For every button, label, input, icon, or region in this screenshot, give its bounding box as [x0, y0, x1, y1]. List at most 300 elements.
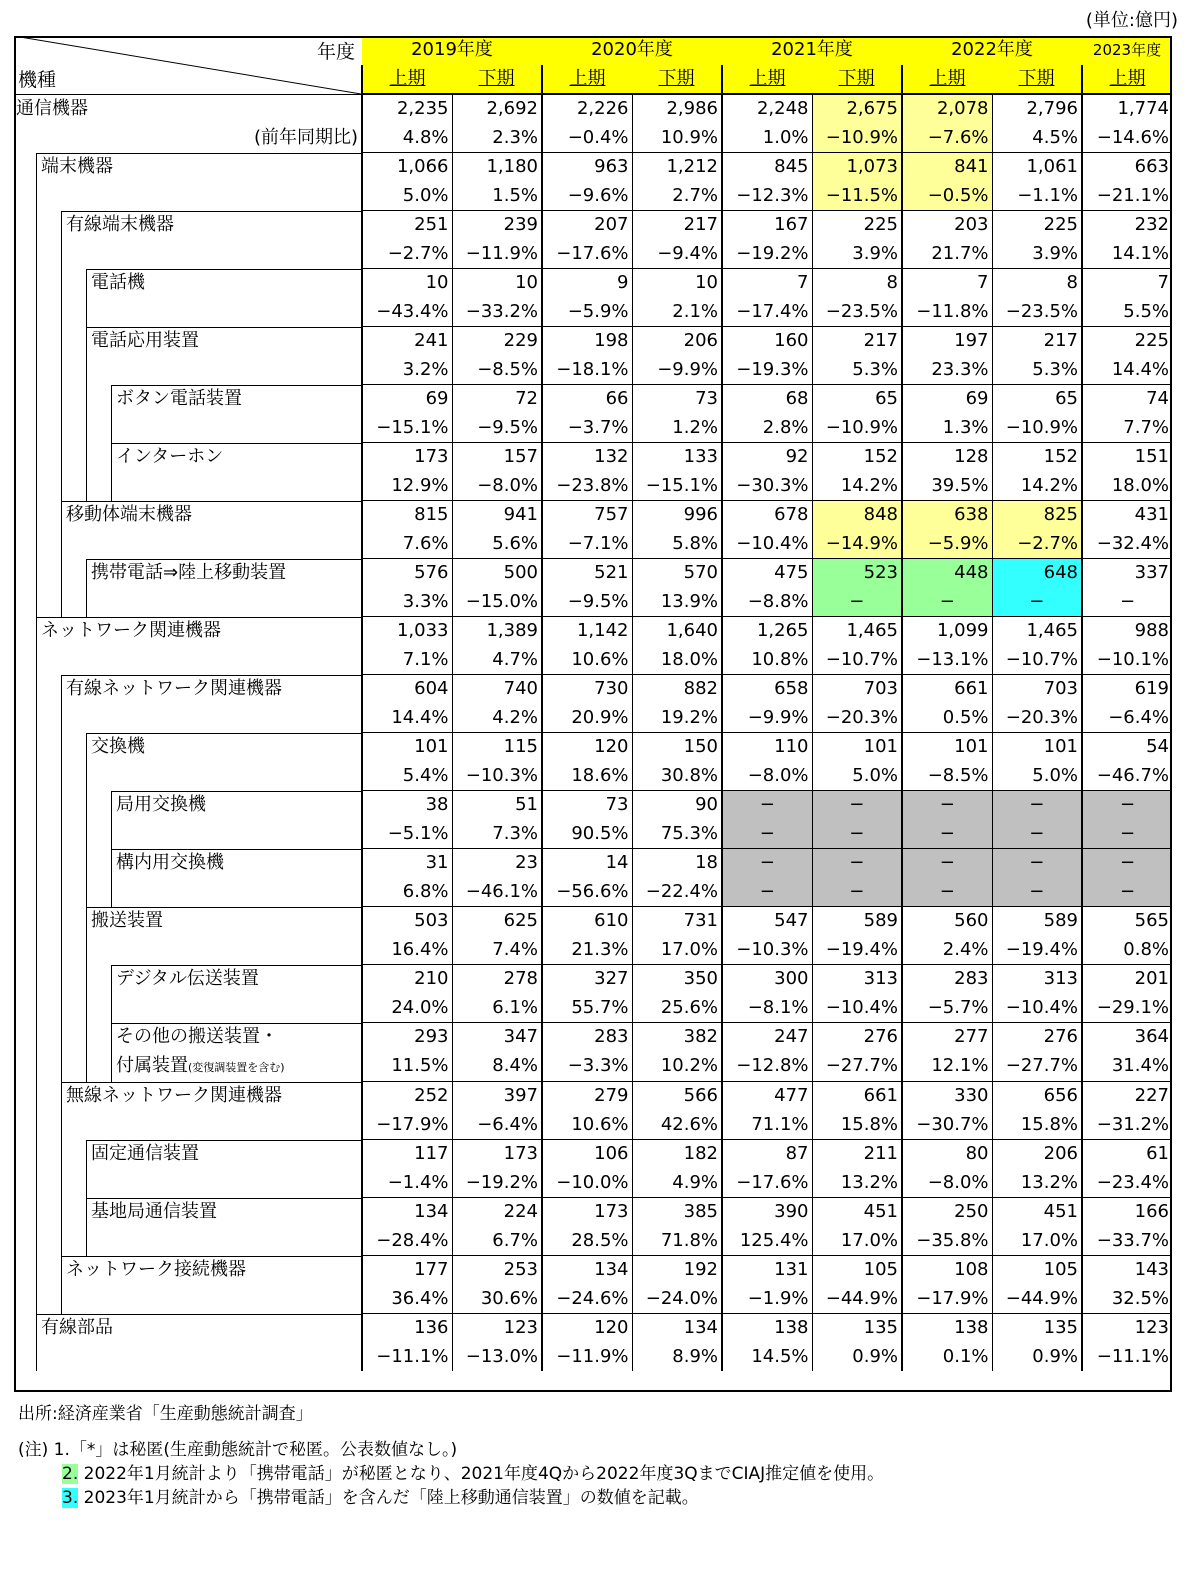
value-cell: 382 [632, 1023, 722, 1052]
header-half-label: 下期 [658, 67, 695, 89]
percent-cell: 4.8% [362, 124, 452, 153]
table-row [14, 588, 1172, 617]
row-label-cell [14, 1082, 362, 1111]
value-cell: 105 [992, 1256, 1082, 1285]
value-cell: 150 [632, 733, 722, 762]
table-row [14, 298, 1172, 327]
value-cell: 120 [542, 1314, 632, 1343]
header-half-5 [812, 65, 902, 95]
percent-cell: −28.4% [362, 1227, 452, 1256]
value-cell: 160 [722, 327, 812, 356]
row-label: 局用交換機 [116, 794, 206, 815]
unit-label: (単位:億円) [1085, 10, 1178, 31]
value-cell: 72 [452, 385, 542, 414]
value-cell: 988 [1082, 617, 1172, 646]
percent-cell: −15.1% [362, 414, 452, 443]
value-cell: 500 [452, 559, 542, 588]
value-cell: 134 [632, 1314, 722, 1343]
row-label-cell [14, 675, 362, 704]
row-sublabel-cell [14, 298, 362, 327]
header-half-label: 上期 [389, 67, 426, 89]
table-row [14, 211, 1172, 240]
table-row [14, 1023, 1172, 1052]
value-cell: 225 [992, 211, 1082, 240]
table-row [14, 733, 1172, 762]
header-half-7 [992, 65, 1082, 95]
header-half-0 [362, 65, 452, 95]
value-cell: 431 [1082, 501, 1172, 530]
percent-cell: 16.4% [362, 936, 452, 965]
row-label: 固定通信装置 [91, 1143, 199, 1164]
row-label-cell [14, 1140, 362, 1169]
percent-cell: − [722, 878, 812, 907]
percent-cell: −27.7% [992, 1052, 1082, 1082]
value-cell: 2,796 [992, 94, 1082, 124]
percent-cell: 7.3% [452, 820, 542, 849]
row-sublabel-cell [14, 646, 362, 675]
value-cell: 10 [452, 269, 542, 298]
value-cell: − [812, 849, 902, 878]
percent-cell: 13.9% [632, 588, 722, 617]
row-sublabel-cell [14, 878, 362, 907]
percent-cell: 5.3% [812, 356, 902, 385]
percent-cell: −1.4% [362, 1169, 452, 1198]
header-half-8 [1082, 65, 1172, 95]
percent-cell: −9.5% [542, 588, 632, 617]
percent-cell: −30.3% [722, 472, 812, 501]
percent-cell: −8.5% [452, 356, 542, 385]
percent-cell: −8.0% [902, 1169, 992, 1198]
row-label-cell [14, 617, 362, 646]
percent-cell: −17.9% [362, 1111, 452, 1140]
table-row [14, 675, 1172, 704]
value-cell: 110 [722, 733, 812, 762]
percent-cell: −15.0% [452, 588, 542, 617]
value-cell: 385 [632, 1198, 722, 1227]
value-cell: 1,061 [992, 153, 1082, 182]
percent-cell: 36.4% [362, 1285, 452, 1314]
value-cell: 69 [902, 385, 992, 414]
value-cell: 106 [542, 1140, 632, 1169]
percent-cell: −8.5% [902, 762, 992, 791]
value-cell: 173 [452, 1140, 542, 1169]
percent-cell: −11.5% [812, 182, 902, 211]
value-cell: 87 [722, 1140, 812, 1169]
value-cell: 2,986 [632, 94, 722, 124]
percent-cell: −17.4% [722, 298, 812, 327]
value-cell: 757 [542, 501, 632, 530]
note-3-text: 2023年1月統計から「携帯電話」を含んだ「陸上移動通信装置」の数値を記載。 [78, 1488, 699, 1508]
value-cell: 589 [992, 907, 1082, 936]
table-row [14, 501, 1172, 530]
header-half-2 [542, 65, 632, 95]
percent-cell: 13.2% [992, 1169, 1082, 1198]
value-cell: − [812, 791, 902, 820]
percent-cell: 0.9% [992, 1343, 1082, 1372]
percent-cell: 7.1% [362, 646, 452, 675]
percent-cell: −23.5% [812, 298, 902, 327]
value-cell: 239 [452, 211, 542, 240]
value-cell: 610 [542, 907, 632, 936]
percent-cell: −9.6% [542, 182, 632, 211]
percent-cell: −24.0% [632, 1285, 722, 1314]
value-cell: 210 [362, 965, 452, 994]
row-sublabel-cell [14, 472, 362, 501]
value-cell: 101 [902, 733, 992, 762]
percent-cell: −43.4% [362, 298, 452, 327]
row-sublabel-note: (変復調装置を含む) [188, 1060, 285, 1074]
header-half-label: 下期 [1018, 67, 1055, 89]
value-cell: 173 [542, 1198, 632, 1227]
value-cell: 206 [632, 327, 722, 356]
percent-cell: 8.9% [632, 1343, 722, 1372]
percent-cell: −13.0% [452, 1343, 542, 1372]
percent-cell: −9.9% [722, 704, 812, 733]
table-row [14, 559, 1172, 588]
value-cell: 283 [902, 965, 992, 994]
percent-cell: 3.3% [362, 588, 452, 617]
value-cell: 560 [902, 907, 992, 936]
value-cell: 201 [1082, 965, 1172, 994]
percent-cell: 24.0% [362, 994, 452, 1023]
table-row [14, 965, 1172, 994]
value-cell: 658 [722, 675, 812, 704]
value-cell: 80 [902, 1140, 992, 1169]
row-label: 通信機器 [16, 97, 88, 119]
percent-cell: 1.2% [632, 414, 722, 443]
percent-cell: 4.9% [632, 1169, 722, 1198]
percent-cell: − [812, 820, 902, 849]
percent-cell: 75.3% [632, 820, 722, 849]
value-cell: 1,142 [542, 617, 632, 646]
row-sublabel-cell [14, 1285, 362, 1314]
percent-cell: −46.1% [452, 878, 542, 907]
value-cell: 8 [992, 269, 1082, 298]
table-row [14, 1227, 1172, 1256]
value-cell: 7 [1082, 269, 1172, 298]
row-sublabel-cell [14, 530, 362, 559]
percent-cell: 2.4% [902, 936, 992, 965]
value-cell: 547 [722, 907, 812, 936]
note-2-text: 2022年1月統計より「携帯電話」が秘匿となり、2021年度4Qから2022年度3QまでCIAJ推定値を使用。 [78, 1464, 885, 1484]
value-cell: 152 [992, 443, 1082, 472]
percent-cell: −19.2% [452, 1169, 542, 1198]
value-cell: 661 [902, 675, 992, 704]
percent-cell: − [992, 820, 1082, 849]
table-row [14, 269, 1172, 298]
row-label-cell [14, 849, 362, 878]
value-cell: 1,774 [1082, 94, 1172, 124]
row-label: デジタル伝送装置 [116, 968, 259, 989]
value-cell: 73 [542, 791, 632, 820]
value-cell: 23 [452, 849, 542, 878]
header-half-label: 下期 [478, 67, 515, 89]
percent-cell: −2.7% [992, 530, 1082, 559]
header-half-label: 上期 [569, 67, 606, 89]
value-cell: 313 [992, 965, 1082, 994]
percent-cell: −14.9% [812, 530, 902, 559]
value-cell: 565 [1082, 907, 1172, 936]
row-label: 無線ネットワーク関連機器 [66, 1085, 282, 1106]
value-cell: 152 [812, 443, 902, 472]
value-cell: 167 [722, 211, 812, 240]
row-label-cell [14, 211, 362, 240]
percent-cell: 10.8% [722, 646, 812, 675]
value-cell: 73 [632, 385, 722, 414]
value-cell: 277 [902, 1023, 992, 1052]
row-label-cell [14, 1314, 362, 1343]
table-row [14, 240, 1172, 269]
header-year-2022: 2022年度 [902, 36, 1082, 65]
row-label: 基地局通信装置 [91, 1201, 217, 1222]
value-cell: 1,389 [452, 617, 542, 646]
percent-cell: 14.4% [362, 704, 452, 733]
row-sublabel-cell [14, 1343, 362, 1372]
value-cell: 207 [542, 211, 632, 240]
row-sublabel-cell [14, 1111, 362, 1140]
percent-cell: −13.1% [902, 646, 992, 675]
percent-cell: 14.5% [722, 1343, 812, 1372]
value-cell: 825 [992, 501, 1082, 530]
percent-cell: 5.5% [1082, 298, 1172, 327]
percent-cell: 0.9% [812, 1343, 902, 1372]
value-cell: 68 [722, 385, 812, 414]
percent-cell: −22.4% [632, 878, 722, 907]
row-sublabel-cell [14, 1052, 362, 1082]
value-cell: 225 [1082, 327, 1172, 356]
value-cell: 521 [542, 559, 632, 588]
value-cell: 182 [632, 1140, 722, 1169]
value-cell: 451 [812, 1198, 902, 1227]
value-cell: 134 [542, 1256, 632, 1285]
percent-cell: 23.3% [902, 356, 992, 385]
value-cell: 882 [632, 675, 722, 704]
header-half-label: 上期 [1109, 67, 1146, 89]
percent-cell: 18.0% [1082, 472, 1172, 501]
table-row [14, 443, 1172, 472]
value-cell: 1,640 [632, 617, 722, 646]
percent-cell: 18.6% [542, 762, 632, 791]
value-cell: − [992, 849, 1082, 878]
percent-cell: −8.0% [452, 472, 542, 501]
header-type-label: 機種 [18, 69, 57, 91]
percent-cell: 18.0% [632, 646, 722, 675]
percent-cell: −10.9% [812, 124, 902, 153]
table-row [14, 1343, 1172, 1372]
percent-cell: −10.7% [812, 646, 902, 675]
percent-cell: −30.7% [902, 1111, 992, 1140]
table-row [14, 153, 1172, 182]
table-row [14, 849, 1172, 878]
value-cell: 350 [632, 965, 722, 994]
value-cell: 138 [722, 1314, 812, 1343]
value-cell: 576 [362, 559, 452, 588]
percent-cell: −19.2% [722, 240, 812, 269]
table-row [14, 907, 1172, 936]
percent-cell: −21.1% [1082, 182, 1172, 211]
percent-cell: 20.9% [542, 704, 632, 733]
table-row [14, 124, 1172, 153]
percent-cell: 14.2% [812, 472, 902, 501]
value-cell: 570 [632, 559, 722, 588]
percent-cell: −9.5% [452, 414, 542, 443]
percent-cell: − [812, 588, 902, 617]
value-cell: 2,226 [542, 94, 632, 124]
percent-cell: 8.4% [452, 1052, 542, 1082]
percent-cell: 15.8% [812, 1111, 902, 1140]
header-year-2019: 2019年度 [362, 36, 542, 65]
percent-cell: 4.2% [452, 704, 542, 733]
value-cell: 648 [992, 559, 1082, 588]
percent-cell: −23.5% [992, 298, 1082, 327]
percent-cell: 55.7% [542, 994, 632, 1023]
value-cell: 69 [362, 385, 452, 414]
value-cell: 1,180 [452, 153, 542, 182]
table-row [14, 762, 1172, 791]
percent-cell: 5.0% [812, 762, 902, 791]
value-cell: − [722, 791, 812, 820]
row-sublabel: (前年同期比) [253, 127, 358, 148]
row-sublabel-cell [14, 1227, 362, 1256]
table-row [14, 791, 1172, 820]
percent-cell: −7.1% [542, 530, 632, 559]
note-3-number: 3. [62, 1488, 79, 1508]
value-cell: 589 [812, 907, 902, 936]
value-cell: 347 [452, 1023, 542, 1052]
percent-cell: −6.4% [452, 1111, 542, 1140]
percent-cell: 2.7% [632, 182, 722, 211]
percent-cell: − [902, 820, 992, 849]
value-cell: 1,465 [992, 617, 1082, 646]
value-cell: 1,212 [632, 153, 722, 182]
row-label-cell [14, 733, 362, 762]
header-corner [14, 36, 362, 94]
value-cell: 247 [722, 1023, 812, 1052]
row-label: ボタン電話装置 [116, 388, 242, 409]
value-cell: 177 [362, 1256, 452, 1285]
row-label: ネットワーク接続機器 [66, 1259, 246, 1280]
percent-cell: −10.3% [452, 762, 542, 791]
percent-cell: −10.3% [722, 936, 812, 965]
table-row [14, 1256, 1172, 1285]
table-row [14, 646, 1172, 675]
value-cell: 566 [632, 1082, 722, 1111]
row-sublabel-cell [14, 356, 362, 385]
header-half-3 [632, 65, 722, 95]
percent-cell: 30.8% [632, 762, 722, 791]
row-label: ネットワーク関連機器 [41, 620, 221, 641]
value-cell: 2,078 [902, 94, 992, 124]
percent-cell: 25.6% [632, 994, 722, 1023]
percent-cell: 15.8% [992, 1111, 1082, 1140]
notes [18, 1402, 884, 1510]
percent-cell: 5.0% [362, 182, 452, 211]
value-cell: 364 [1082, 1023, 1172, 1052]
percent-cell: −19.4% [992, 936, 1082, 965]
header-year-label: 年度 [316, 41, 355, 63]
percent-cell: −8.1% [722, 994, 812, 1023]
percent-cell: −27.7% [812, 1052, 902, 1082]
value-cell: 217 [632, 211, 722, 240]
row-label: 電話機 [91, 272, 145, 293]
table-row [14, 1082, 1172, 1111]
percent-cell: 42.6% [632, 1111, 722, 1140]
percent-cell: 3.9% [812, 240, 902, 269]
percent-cell: −44.9% [812, 1285, 902, 1314]
percent-cell: −18.1% [542, 356, 632, 385]
percent-cell: − [1082, 588, 1172, 617]
percent-cell: 6.7% [452, 1227, 542, 1256]
value-cell: 115 [452, 733, 542, 762]
row-label-cell [14, 385, 362, 414]
value-cell: 1,073 [812, 153, 902, 182]
value-cell: 54 [1082, 733, 1172, 762]
percent-cell: −17.6% [542, 240, 632, 269]
value-cell: 276 [992, 1023, 1082, 1052]
value-cell: 198 [542, 327, 632, 356]
percent-cell: −33.7% [1082, 1227, 1172, 1256]
value-cell: 330 [902, 1082, 992, 1111]
value-cell: 101 [362, 733, 452, 762]
table-row [14, 1285, 1172, 1314]
percent-cell: −11.9% [542, 1343, 632, 1372]
value-cell: − [1082, 791, 1172, 820]
percent-cell: −1.1% [992, 182, 1082, 211]
row-sublabel-cell [14, 762, 362, 791]
row-label: 端末機器 [41, 156, 113, 177]
value-cell: 18 [632, 849, 722, 878]
value-cell: 841 [902, 153, 992, 182]
percent-cell: 30.6% [452, 1285, 542, 1314]
value-cell: 276 [812, 1023, 902, 1052]
percent-cell: 11.5% [362, 1052, 452, 1082]
table-row [14, 1140, 1172, 1169]
percent-cell: 17.0% [992, 1227, 1082, 1256]
percent-cell: 17.0% [632, 936, 722, 965]
value-cell: 123 [452, 1314, 542, 1343]
value-cell: 663 [1082, 153, 1172, 182]
percent-cell: 0.5% [902, 704, 992, 733]
row-label: 電話応用装置 [91, 330, 199, 351]
percent-cell: 31.4% [1082, 1052, 1172, 1082]
percent-cell: 125.4% [722, 1227, 812, 1256]
percent-cell: 90.5% [542, 820, 632, 849]
table-row [14, 1052, 1172, 1082]
value-cell: 134 [362, 1198, 452, 1227]
percent-cell: 4.7% [452, 646, 542, 675]
value-cell: 108 [902, 1256, 992, 1285]
percent-cell: 0.8% [1082, 936, 1172, 965]
percent-cell: 3.2% [362, 356, 452, 385]
percent-cell: −44.9% [992, 1285, 1082, 1314]
row-label-cell [14, 1198, 362, 1227]
value-cell: 250 [902, 1198, 992, 1227]
value-cell: 74 [1082, 385, 1172, 414]
percent-cell: 2.3% [452, 124, 542, 153]
row-sublabel-cell [14, 240, 362, 269]
value-cell: 225 [812, 211, 902, 240]
percent-cell: 28.5% [542, 1227, 632, 1256]
value-cell: 123 [1082, 1314, 1172, 1343]
value-cell: 1,066 [362, 153, 452, 182]
note-1: (注) 1.「*」は秘匿(生産動態統計で秘匿。公表数値なし。) [18, 1440, 458, 1460]
row-label-cell [14, 559, 362, 588]
percent-cell: −32.4% [1082, 530, 1172, 559]
percent-cell: −31.2% [1082, 1111, 1172, 1140]
value-cell: 638 [902, 501, 992, 530]
percent-cell: 1.5% [452, 182, 542, 211]
value-cell: 128 [902, 443, 992, 472]
